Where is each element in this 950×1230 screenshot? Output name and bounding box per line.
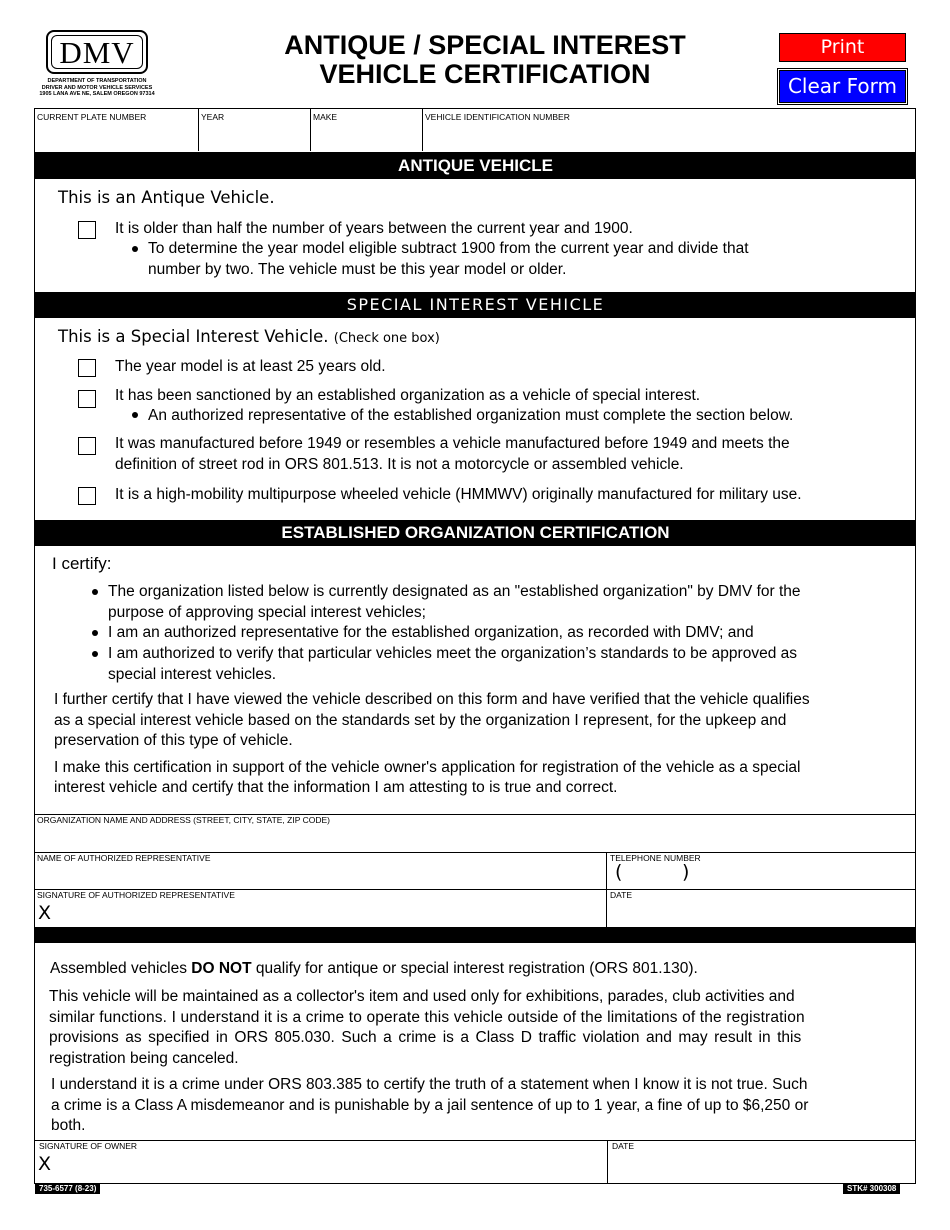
special-option-1-checkbox[interactable]	[78, 359, 96, 377]
divider	[310, 109, 311, 151]
bullet	[92, 651, 98, 657]
form-number: 735-6577 (8-23)	[35, 1184, 100, 1194]
assembled-post: qualify for antique or special interest registration (ORS 801.130).	[251, 960, 698, 977]
special-option-2: It has been sanctioned by an established organization as a vehicle of special interest.	[115, 387, 701, 404]
clear-form-button[interactable]: Clear Form	[779, 70, 906, 103]
divider	[607, 1140, 608, 1183]
certify-bullet-1-line-1: The organization listed below is currently designated as an "established organization" by DMV for the	[108, 583, 801, 600]
assembled-bold: DO NOT	[191, 960, 252, 977]
special-option-1: The year model is at least 25 years old.	[115, 358, 386, 375]
certify-paragraph-1-line-1: I further certify that I have viewed the vehicle described on this form and have verified that the vehicle qualifies	[54, 691, 810, 708]
antique-lead: This is an Antique Vehicle.	[58, 188, 275, 207]
certify-paragraph-2-line-2: interest vehicle and certify that the information I am attesting to is true and correct.	[54, 779, 618, 796]
stock-number: STK# 300308	[843, 1184, 900, 1194]
assembled-pre: Assembled vehicles	[50, 960, 192, 977]
divider	[198, 109, 199, 151]
owner-paragraph-2-line-2: a crime is a Class A misdemeanor and is punishable by a jail sentence of up to 1 year, a fine of up to $6,250 or	[51, 1097, 809, 1114]
owner-paragraph-1-line-1: This vehicle will be maintained as a collector's item and used only for exhibitions, parades, club activities and	[49, 988, 795, 1005]
phone-paren-open: (	[615, 861, 623, 883]
special-lead: This is a Special Interest Vehicle.	[58, 327, 329, 346]
organization-field[interactable]: ORGANIZATION NAME AND ADDRESS (STREET, CITY, STATE, ZIP CODE)	[37, 815, 330, 825]
owner-signature-field[interactable]: SIGNATURE OF OWNER	[39, 1141, 138, 1151]
special-heading: SPECIAL INTEREST VEHICLE	[35, 292, 916, 318]
representative-name-field[interactable]: NAME OF AUTHORIZED REPRESENTATIVE	[37, 853, 211, 863]
special-option-2-bullet: An authorized representative of the established organization must complete the section below.	[148, 407, 794, 424]
certify-paragraph-1-line-3: preservation of this type of vehicle.	[54, 732, 293, 749]
telephone-field[interactable]: TELEPHONE NUMBER	[610, 853, 701, 863]
antique-checkbox[interactable]	[78, 221, 96, 239]
divider	[422, 109, 423, 151]
vin-field[interactable]: VEHICLE IDENTIFICATION NUMBER	[425, 112, 570, 122]
plate-number-field[interactable]: CURRENT PLATE NUMBER	[37, 112, 147, 122]
owner-date-field[interactable]: DATE	[612, 1141, 635, 1151]
dmv-logo	[46, 30, 148, 74]
special-option-3-checkbox[interactable]	[78, 437, 96, 455]
owner-paragraph-1-line-3: provisions as specified in ORS 805.030. Such a crime is a Class D traffic violation and may result in this	[49, 1029, 802, 1046]
special-option-4: It is a high-mobility multipurpose wheeled vehicle (HMMWV) originally manufactured for military use.	[115, 486, 802, 503]
antique-bullet-line-2: number by two. The vehicle must be this year model or older.	[148, 261, 567, 278]
form-title-line-1: ANTIQUE / SPECIAL INTEREST	[284, 30, 686, 60]
antique-option: It is older than half the number of years between the current year and 1900.	[115, 220, 633, 237]
representative-signature-mark: X	[38, 902, 52, 924]
dept-line-2: DRIVER AND MOTOR VEHICLE SERVICES	[41, 84, 153, 91]
form-title-line-2: VEHICLE CERTIFICATION	[319, 59, 651, 89]
bullet	[132, 412, 138, 418]
bullet	[132, 246, 138, 252]
bullet	[92, 630, 98, 636]
owner-paragraph-2-line-3: both.	[51, 1117, 86, 1134]
owner-paragraph-1-line-2: similar functions. I understand it is a crime to operate this vehicle outside of the limitations of the registration	[49, 1009, 805, 1026]
year-field[interactable]: YEAR	[201, 112, 225, 122]
special-lead-note: (Check one box)	[333, 331, 440, 346]
bullet	[92, 589, 98, 595]
certify-intro: I certify:	[52, 554, 112, 573]
representative-signature-field[interactable]: SIGNATURE OF AUTHORIZED REPRESENTATIVE	[37, 890, 235, 900]
divider	[35, 1140, 916, 1141]
section-separator	[35, 927, 916, 943]
special-option-3-line-2: definition of street rod in ORS 801.513. It is not a motorcycle or assembled vehicle.	[115, 456, 684, 473]
dmv-logo-text: DMV	[51, 35, 143, 69]
certify-bullet-3-line-1: I am authorized to verify that particular vehicles meet the organization’s standards to be approved as	[108, 645, 797, 662]
special-option-2-checkbox[interactable]	[78, 390, 96, 408]
certify-bullet-1-line-2: purpose of approving special interest vehicles;	[108, 604, 426, 621]
owner-paragraph-1-line-4: registration being canceled.	[49, 1050, 239, 1067]
antique-heading: ANTIQUE VEHICLE	[35, 152, 916, 179]
certify-bullet-3-line-2: special interest vehicles.	[108, 666, 276, 683]
special-option-3-line-1: It was manufactured before 1949 or resembles a vehicle manufactured before 1949 and meets the	[115, 435, 790, 452]
certify-paragraph-2-line-1: I make this certification in support of the vehicle owner's application for registration of the vehicle as a special	[54, 759, 801, 776]
phone-paren-close: )	[682, 861, 690, 883]
dept-line-1: DEPARTMENT OF TRANSPORTATION	[47, 78, 147, 84]
print-button[interactable]: Print	[779, 33, 906, 62]
make-field[interactable]: MAKE	[313, 112, 338, 122]
dept-line-3: 1905 LANA AVE NE, SALEM OREGON 97314	[39, 91, 155, 97]
divider	[606, 852, 607, 928]
certify-paragraph-1-line-2: as a special interest vehicle based on the standards set by the organization I represent, for the upkeep and	[54, 712, 787, 729]
owner-signature-mark: X	[38, 1153, 52, 1175]
assembled-vehicles-notice	[50, 959, 698, 980]
special-option-4-checkbox[interactable]	[78, 487, 96, 505]
certification-heading: ESTABLISHED ORGANIZATION CERTIFICATION	[35, 520, 916, 546]
representative-date-field[interactable]: DATE	[610, 890, 633, 900]
owner-paragraph-2-line-1: I understand it is a crime under ORS 803.385 to certify the truth of a statement when I know it is not true. Such	[51, 1076, 808, 1093]
antique-bullet-line-1: To determine the year model eligible subtract 1900 from the current year and divide that	[148, 240, 749, 257]
certify-bullet-2: I am an authorized representative for the established organization, as recorded with DMV; and	[108, 624, 754, 641]
